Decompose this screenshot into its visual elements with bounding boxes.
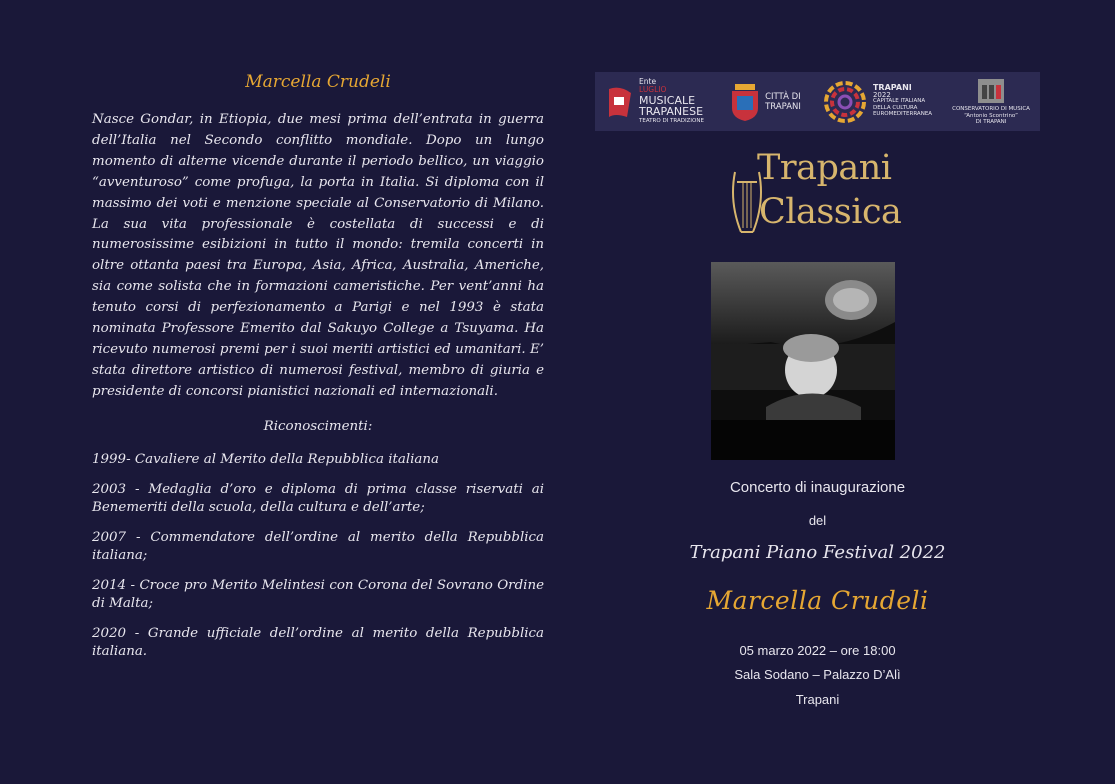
logo-text: “Antonio Scontrino” <box>964 112 1018 119</box>
bio-title: Marcella Crudeli <box>245 72 391 92</box>
logo-text: 2022 <box>872 90 891 99</box>
logo-text: CAPITALE ITALIANA <box>872 98 926 105</box>
logo-text: CONSERVATORIO DI MUSICA <box>952 106 1030 113</box>
award-item: 2003 - Medaglia d’oro e diploma di prima classe riservati ai Benemeriti della scuola, della cultura e dell’arte; <box>92 481 544 515</box>
building-icon <box>976 77 1006 105</box>
biography-panel <box>92 72 544 673</box>
logo-text: LUGLIO <box>639 85 667 95</box>
capitale-cultura-icon <box>821 78 869 126</box>
del-label: del <box>808 513 827 528</box>
bio-text: Nasce Gondar, in Etiopia, due mesi prima dell’entrata in guerra dell’Italia nel Secondo conflitto mondiale. Dopo un lungo momento di alterne vicende durante il periodo bellico, un viaggio “avventuroso” come profuga, la porta in Italia. Si diploma con il massimo dei voti e menzione speciale al Conservatorio di Milano. La sua vita professionale è costellata di successi e di numerosissime esibizioni in tutto il mondo: tremila concerti in oltre ottanta paesi tra Europa, Asia, Africa, Australia, Americhe, sia come solista che in formazioni cameristiche. Per vent’anni ha tenuto corsi di perfezionamento a Parigi e nel 1993 è stata nominata Professore Emerito dal Sakuyo College a Tsuyama. Ha ricevuto numerosi premi per i suoi meriti artistici ed umanitari. E’ stata direttore artistico di numerosi festival, membro di giuria e presidente di concorsi pianistici nazionali ed internazionali. <box>92 112 544 399</box>
award-item: 2007 - Commendatore dell’ordine al merito della Repubblica italiana; <box>92 529 544 563</box>
brand-line-2: Classica <box>759 192 902 232</box>
logo-text: TRAPANI <box>872 83 912 93</box>
logo-text: CITTÀ DI <box>765 91 801 102</box>
logo-text: TRAPANI <box>765 101 801 112</box>
coat-of-arms-icon <box>729 82 761 122</box>
event-venue: Sala Sodano – Palazzo D’Alì <box>734 667 901 682</box>
logo-text: Ente <box>639 76 657 86</box>
logo-text: TEATRO DI TRADIZIONE <box>639 117 704 124</box>
award-item: 2020 - Grande ufficiale dell’ordine al merito della Repubblica italiana. <box>92 625 544 659</box>
awards-title: Riconoscimenti: <box>263 418 373 434</box>
sponsor-logo-bar <box>595 72 1040 131</box>
ente-luglio-logo <box>605 78 709 126</box>
pianist-photo-image <box>711 262 895 460</box>
event-city: Trapani <box>795 692 840 707</box>
concert-label: Concerto di inaugurazione <box>729 479 906 496</box>
theater-icon <box>605 83 635 121</box>
logo-text: MUSICALE <box>639 93 696 107</box>
award-item: 2014 - Croce pro Merito Melintesi con Corona del Sovrano Ordine di Malta; <box>92 577 544 611</box>
citta-trapani-logo <box>729 82 801 122</box>
logo-text: TRAPANESE <box>639 104 704 118</box>
logo-text: EUROMEDITERRANEA <box>872 111 933 118</box>
festival-title: Trapani Piano Festival 2022 <box>689 542 946 563</box>
trapani-classica-brand <box>727 150 912 245</box>
conservatorio-logo <box>952 77 1030 126</box>
trapani-capitale-logo <box>821 78 932 126</box>
logo-text: DI TRAPANI <box>975 119 1007 126</box>
event-date: 05 marzo 2022 – ore 18:00 <box>739 643 896 658</box>
logo-text: DELLA CULTURA <box>872 104 918 111</box>
artist-photo <box>711 262 895 460</box>
brand-line-1: Trapani <box>757 148 892 188</box>
award-item: 1999- Cavaliere al Merito della Repubblica italiana <box>92 451 440 467</box>
artist-name: Marcella Crudeli <box>706 586 929 615</box>
